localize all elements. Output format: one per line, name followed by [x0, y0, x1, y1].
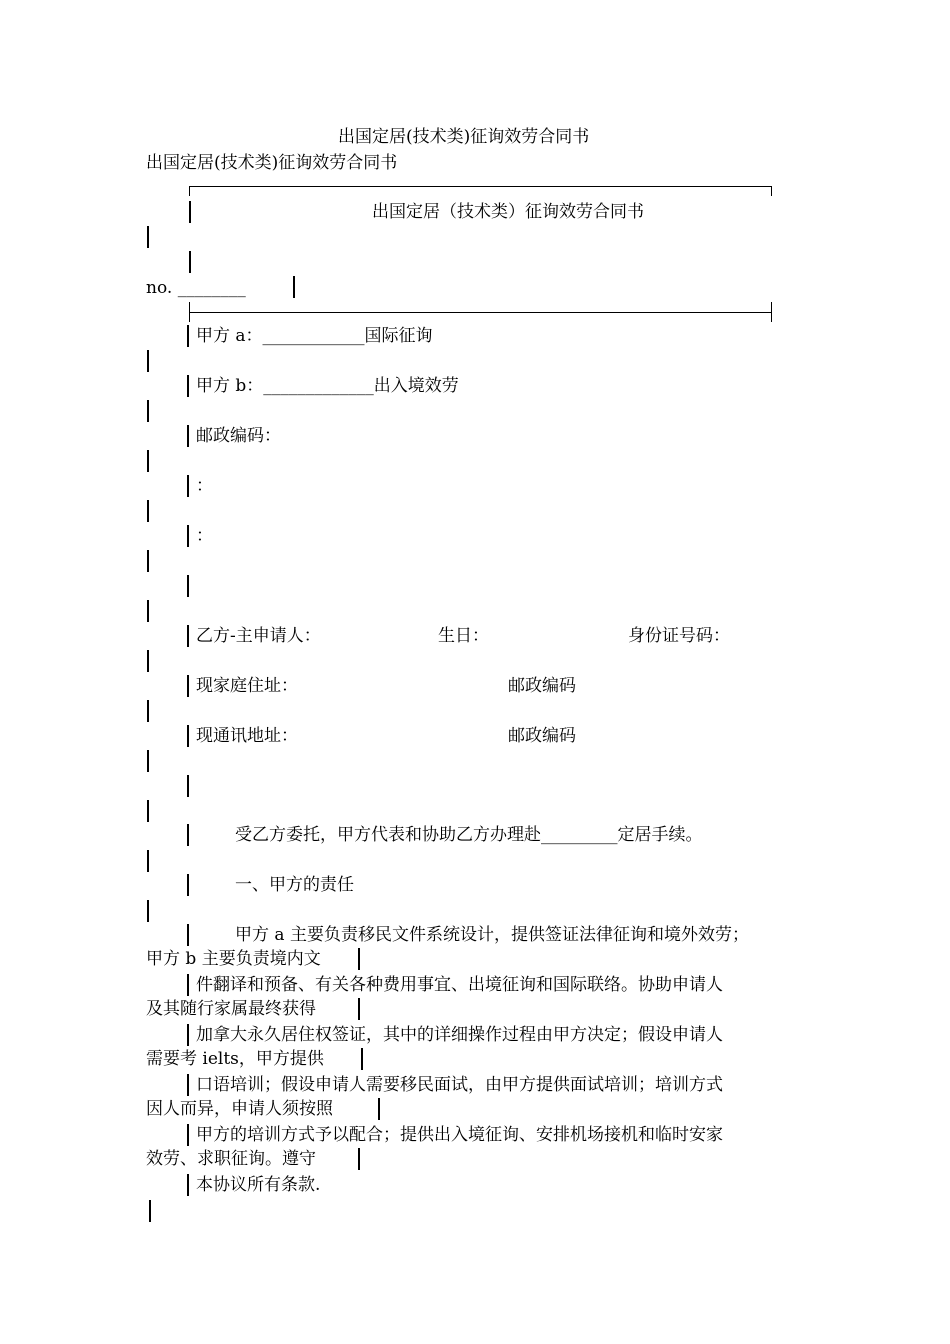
table-border-bar	[149, 1200, 151, 1222]
applicant-label: 乙方-主申请人：	[196, 626, 321, 646]
section-heading: 一、甲方的责任	[235, 875, 354, 895]
table-border-bar	[293, 276, 295, 298]
table-border-bar	[187, 575, 189, 597]
body-line: 件翻译和预备、有关各种费用事宜、出境征询和国际联络。协助申请人	[196, 975, 723, 995]
table-border-bar	[361, 1048, 363, 1070]
table-border-bar	[147, 350, 149, 372]
table-border-bar	[147, 850, 149, 872]
box-divider-right	[771, 302, 772, 322]
mail-address-label: 现通讯地址：	[196, 726, 298, 746]
table-border-bar	[187, 974, 189, 996]
table-border-bar	[189, 201, 191, 223]
table-border-bar	[187, 525, 189, 547]
table-border-bar	[147, 226, 149, 248]
body-line: 甲方 b 主要负责境内文	[146, 949, 321, 969]
box-divider	[189, 312, 772, 313]
box-top-border	[189, 186, 772, 187]
table-border-bar	[147, 450, 149, 472]
table-border-bar	[187, 1124, 189, 1146]
table-border-bar	[187, 625, 189, 647]
body-line: 因人而异，申请人须按照	[146, 1099, 333, 1119]
table-border-bar	[147, 750, 149, 772]
table-border-bar	[187, 325, 189, 347]
colon-field-2: ：	[196, 526, 213, 546]
body-line: 甲方 a 主要负责移民文件系统设计，提供签证法律征询和境外效劳；	[235, 925, 749, 945]
table-border-bar	[187, 475, 189, 497]
party-a: 甲方 a：____________国际征询	[196, 326, 433, 346]
table-border-bar	[187, 824, 189, 846]
table-border-bar	[147, 800, 149, 822]
table-border-bar	[147, 900, 149, 922]
body-line: 甲方的培训方式予以配合；提供出入境征询、安排机场接机和临时安家	[196, 1125, 723, 1145]
body-line: 效劳、求职征询。遵守	[146, 1149, 316, 1169]
body-line: 及其随行家属最终获得	[146, 999, 316, 1019]
party-b: 甲方 b：_____________出入境效劳	[196, 376, 459, 396]
table-border-bar	[187, 1074, 189, 1096]
box-title: 出国定居（技术类）征询效劳合同书	[372, 202, 644, 222]
document-subtitle: 出国定居(技术类)征询效劳合同书	[146, 153, 398, 173]
table-border-bar	[147, 600, 149, 622]
table-border-bar	[187, 924, 189, 946]
table-border-bar	[378, 1098, 380, 1120]
body-line: 加拿大永久居住权签证，其中的详细操作过程由甲方决定；假设申请人	[196, 1025, 723, 1045]
table-border-bar	[147, 400, 149, 422]
table-border-bar	[147, 650, 149, 672]
colon-field-1: ：	[196, 476, 213, 496]
table-border-bar	[147, 700, 149, 722]
home-postcode-label: 邮政编码	[508, 676, 576, 696]
body-line: 需要考 ielts，甲方提供	[146, 1049, 324, 1069]
table-border-bar	[147, 500, 149, 522]
contract-number: no. ________	[146, 278, 246, 298]
body-line: 口语培训；假设申请人需要移民面试，由甲方提供面试培训；培训方式	[196, 1075, 723, 1095]
page-header-title: 出国定居(技术类)征询效劳合同书	[338, 127, 590, 147]
table-border-bar	[189, 251, 191, 273]
box-divider-left	[189, 302, 190, 322]
table-border-bar	[187, 1174, 189, 1196]
postcode-label: 邮政编码：	[196, 426, 281, 446]
mail-postcode-label: 邮政编码	[508, 726, 576, 746]
table-border-bar	[358, 948, 360, 970]
table-border-bar	[187, 375, 189, 397]
table-border-bar	[147, 550, 149, 572]
table-border-bar	[358, 998, 360, 1020]
table-border-bar	[187, 1024, 189, 1046]
table-border-bar	[358, 1148, 360, 1170]
box-corner-left	[189, 186, 190, 196]
table-border-bar	[187, 425, 189, 447]
body-line: 本协议所有条款.	[196, 1175, 321, 1195]
id-number-label: 身份证号码：	[628, 626, 730, 646]
table-border-bar	[187, 874, 189, 896]
table-border-bar	[187, 775, 189, 797]
box-corner-right	[771, 186, 772, 196]
table-border-bar	[187, 725, 189, 747]
table-border-bar	[187, 675, 189, 697]
home-address-label: 现家庭住址：	[196, 676, 298, 696]
entrust-paragraph: 受乙方委托，甲方代表和协助乙方办理赴_________定居手续。	[235, 825, 703, 845]
birthday-label: 生日：	[438, 626, 489, 646]
